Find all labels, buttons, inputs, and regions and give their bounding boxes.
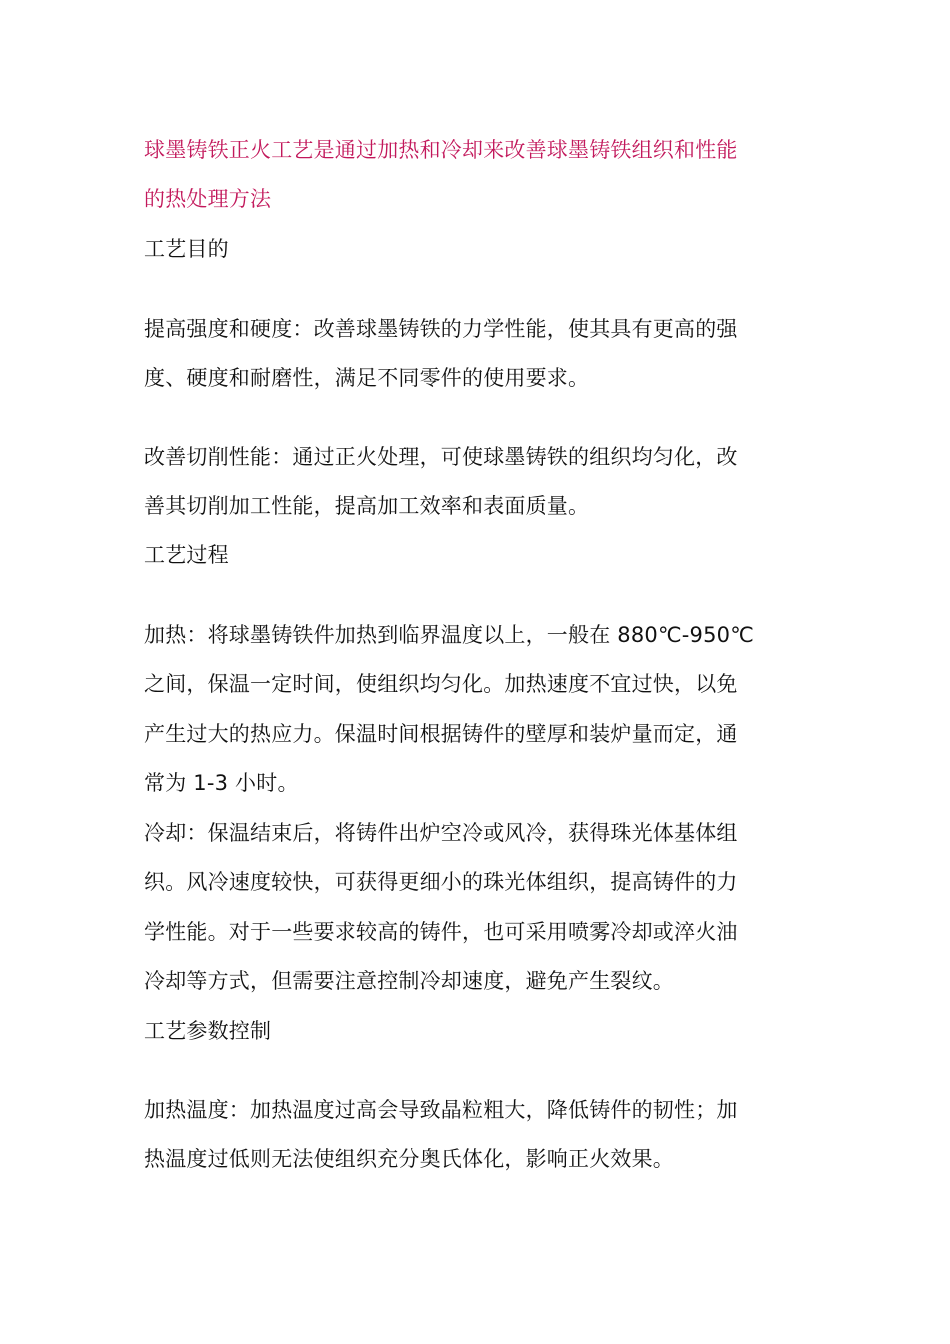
paragraph-line: 热温度过低则无法使组织充分奥氏体化，影响正火效果。 [144,1147,674,1171]
paragraph-line: 产生过大的热应力。保温时间根据铸件的壁厚和装炉量而定，通 [144,722,738,746]
paragraph-line: 改善切削性能：通过正火处理，可使球墨铸铁的组织均匀化，改 [144,445,738,469]
paragraph-line: 加热温度：加热温度过高会导致晶粒粗大，降低铸件的韧性；加 [144,1098,738,1122]
paragraph-line: 织。风冷速度较快，可获得更细小的珠光体组织，提高铸件的力 [144,870,738,894]
paragraph-line: 学性能。对于一些要求较高的铸件，也可采用喷雾冷却或淬火油 [144,920,738,944]
paragraph-line: 常为 1-3 小时。 [144,771,299,795]
document-title-line-2: 的热处理方法 [144,187,272,211]
section-heading-purpose: 工艺目的 [144,237,229,261]
paragraph-line: 度、硬度和耐磨性，满足不同零件的使用要求。 [144,366,590,390]
paragraph-line: 提高强度和硬度：改善球墨铸铁的力学性能，使其具有更高的强 [144,317,738,341]
paragraph-line: 加热：将球墨铸铁件加热到临界温度以上，一般在 880℃-950℃ [144,623,754,647]
paragraph-line: 冷却：保温结束后，将铸件出炉空冷或风冷，获得珠光体基体组 [144,821,738,845]
section-heading-parameters: 工艺参数控制 [144,1019,272,1043]
document-title-line-1: 球墨铸铁正火工艺是通过加热和冷却来改善球墨铸铁组织和性能 [144,138,738,162]
paragraph-line: 冷却等方式，但需要注意控制冷却速度，避免产生裂纹。 [144,969,674,993]
paragraph-line: 善其切削加工性能，提高加工效率和表面质量。 [144,494,590,518]
paragraph-line: 之间，保温一定时间，使组织均匀化。加热速度不宜过快，以免 [144,672,738,696]
section-heading-process: 工艺过程 [144,543,229,567]
